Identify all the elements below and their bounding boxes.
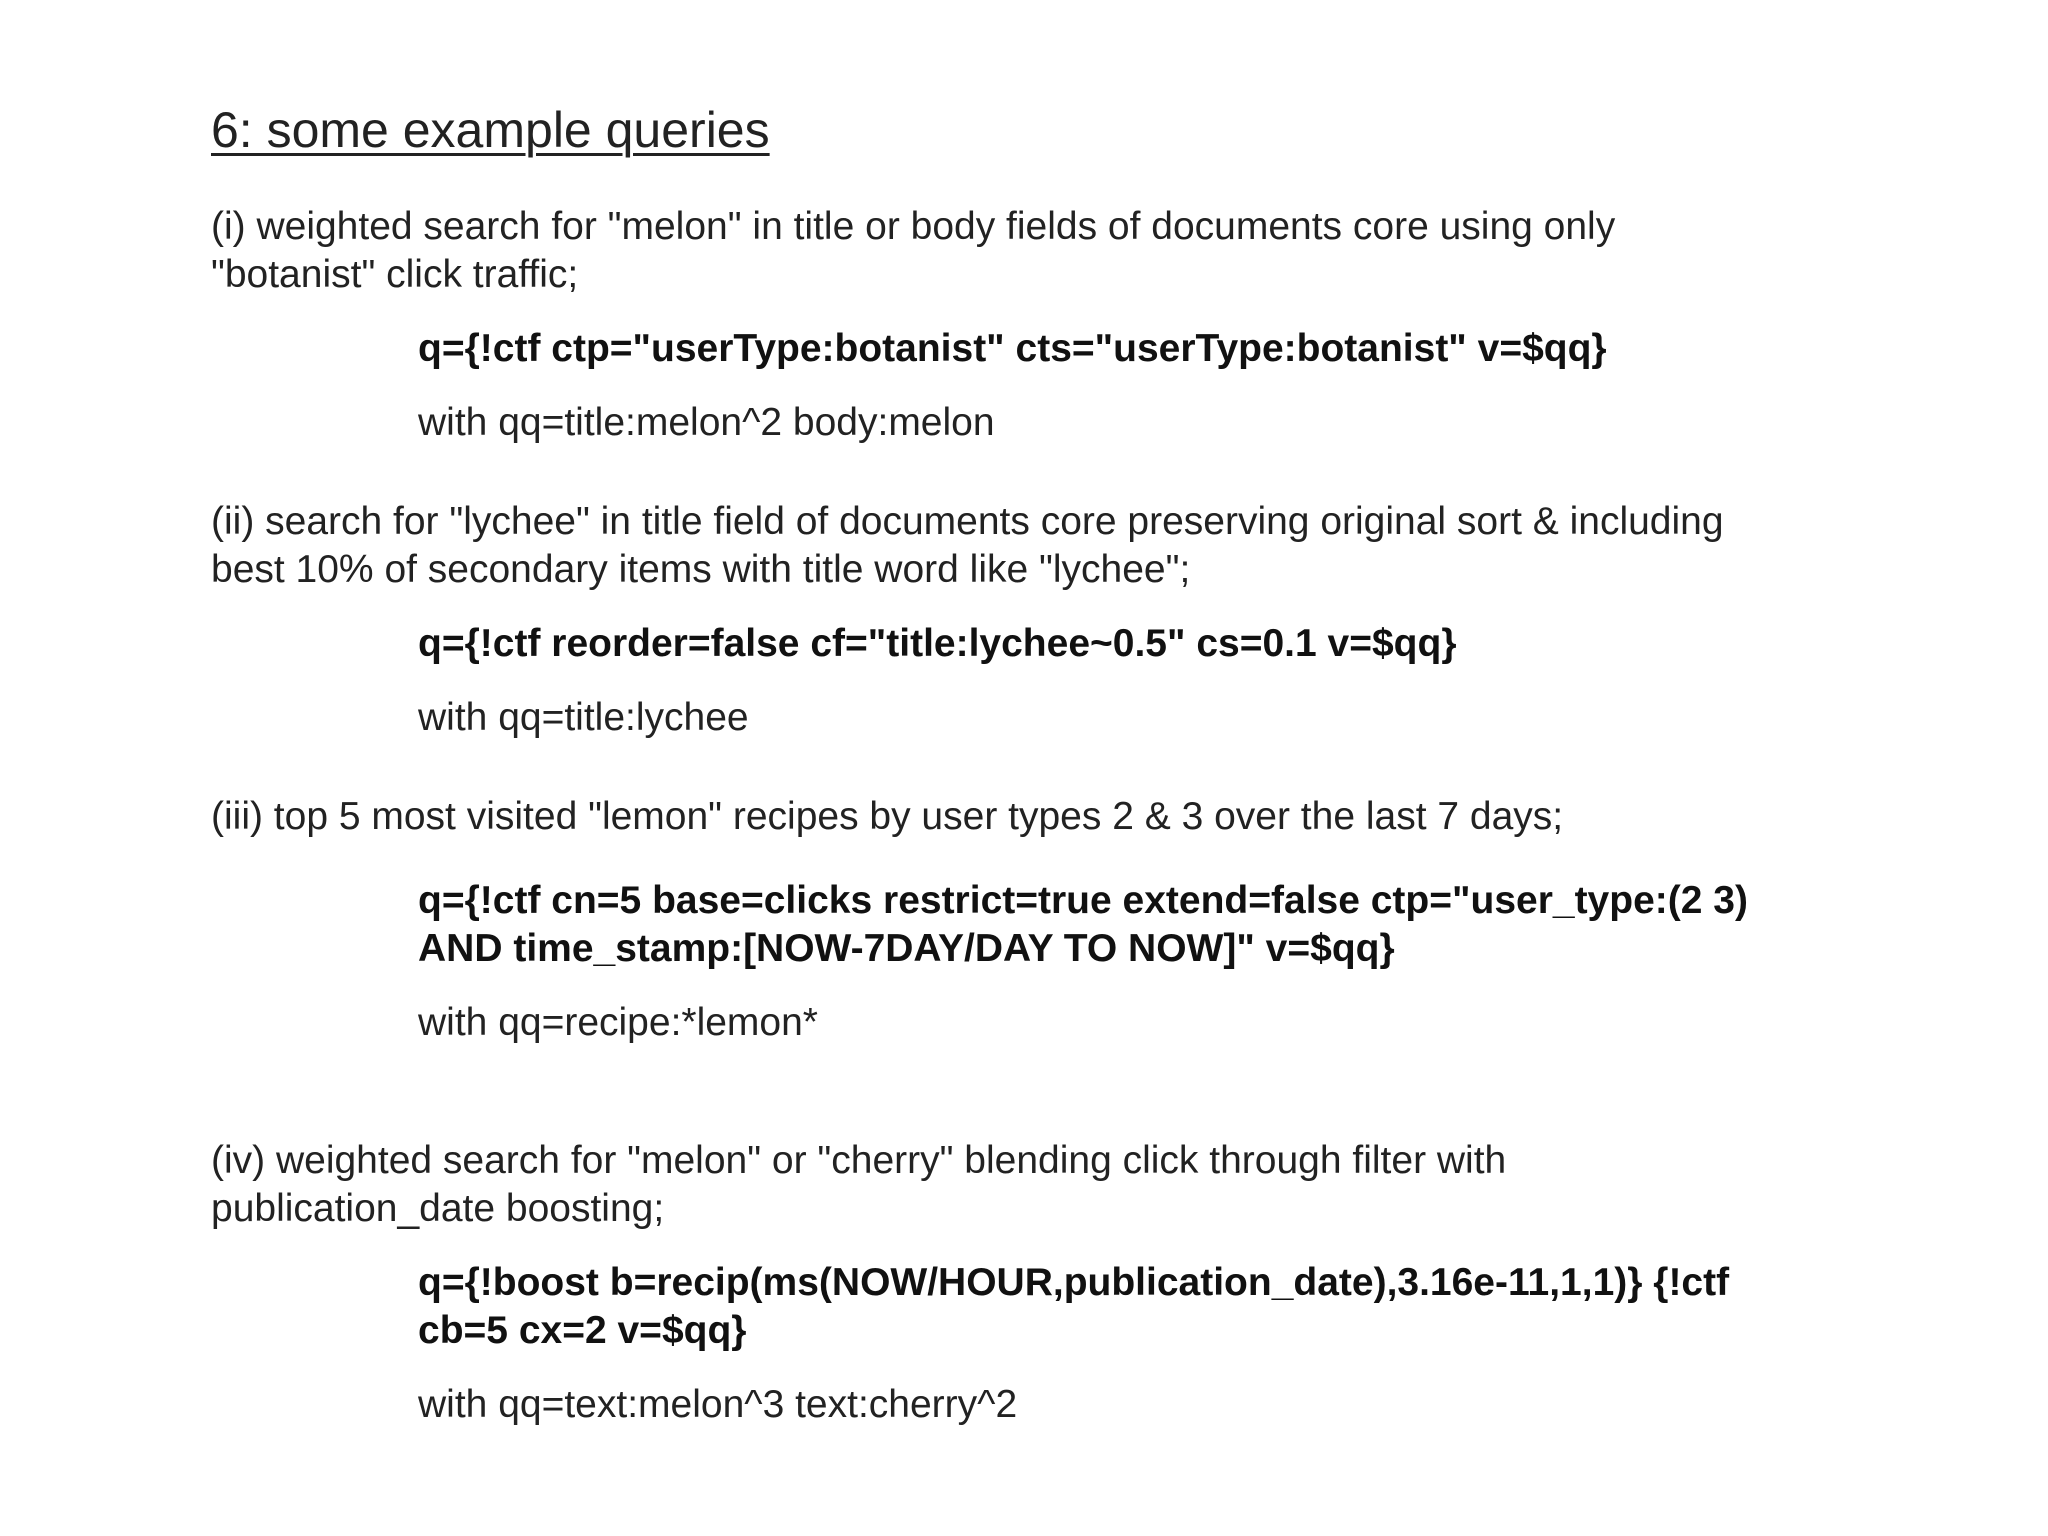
example-2-query: q={!ctf reorder=false cf="title:lychee~0.5" cs=0.1 v=$qq} <box>418 622 1457 665</box>
example-1-description: (i) weighted search for "melon" in title or body fields of documents core using only "botanist" click traffic; <box>211 205 1616 296</box>
section-heading: 6: some example queries <box>211 102 770 158</box>
example-1-query: q={!ctf ctp="userType:botanist" cts="userType:botanist" v=$qq} <box>418 327 1607 370</box>
example-2-qq: with qq=title:lychee <box>418 696 749 739</box>
example-4-description: (iv) weighted search for "melon" or "cherry" blending click through filter with publication_date boosting; <box>211 1139 1507 1230</box>
example-3-query: q={!ctf cn=5 base=clicks restrict=true extend=false ctp="user_type:(2 3) AND time_stamp:[NOW-7DAY/DAY TO NOW]" v=$qq} <box>418 879 1748 970</box>
example-1-qq: with qq=title:melon^2 body:melon <box>418 401 995 444</box>
example-4-qq: with qq=text:melon^3 text:cherry^2 <box>418 1383 1018 1426</box>
example-4-query: q={!boost b=recip(ms(NOW/HOUR,publication_date),3.16e-11,1,1)} {!ctf cb=5 cx=2 v=$qq} <box>418 1261 1730 1352</box>
example-2-description: (ii) search for "lychee" in title field of documents core preserving original sort & including best 10% of secondary items with title word like "lychee"; <box>211 500 1724 591</box>
example-3-qq: with qq=recipe:*lemon* <box>418 1001 818 1044</box>
example-3-description: (iii) top 5 most visited "lemon" recipes by user types 2 & 3 over the last 7 days; <box>211 795 1564 838</box>
